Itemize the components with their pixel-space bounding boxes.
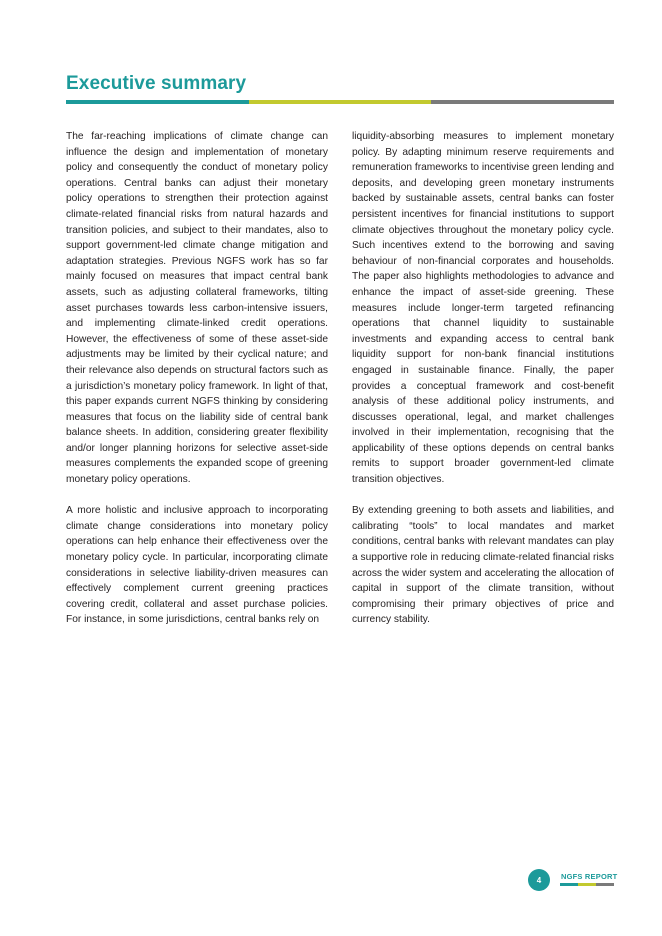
page-number-badge: 4 (528, 869, 550, 891)
body-paragraph: The far-reaching implications of climate change can influence the design and implementation of monetary policy and consequently the conduct of monetary policy operations. Central banks can adjust their monetary policy operations to strengthen their protection against climate-related financial risks from natural hazards and transition policies, and subject to their mandates, also to support government-led climate change mitigation and adaptation strategies. Previous NGFS work has so far mainly focused on measures that impact central bank assets, such as adjusting collateral frameworks, tilting asset purchases towards less carbon-intensive issuers, and implementing climate-linked credit operations. However, the effectiveness of some of these asset-side adjustments may be limited by their cyclical nature; and their relevance also depends on structural factors such as a jurisdiction’s monetary policy framework. In light of that, this paper expands current NGFS thinking by considering measures that focus on the liability side of central bank balance sheets. In addition, considering greater flexibility and/or longer planning horizons for selective asset-side measures complements the expanded scope of greening monetary policy operations. (66, 131, 328, 486)
body-paragraph: A more holistic and inclusive approach to incorporating climate change considerations into monetary policy operations can help enhance their effectiveness over the monetary policy cycle. In particular, incorporating climate considerations in selective liability-driven measures can effectively complement current greening practices covering credit, collateral and asset purchase policies. For instance, in some jurisdictions, central banks rely on (66, 505, 328, 626)
footer-rule-teal-segment (560, 883, 578, 886)
title-rule-lime-segment (249, 100, 431, 104)
footer-rule-grey-segment (596, 883, 614, 886)
left-text-column (66, 129, 328, 644)
title-rule-teal-segment (66, 100, 249, 104)
right-text-column (352, 129, 614, 644)
footer-rule-lime-segment (578, 883, 596, 886)
body-paragraph: liquidity-absorbing measures to implement monetary policy. By adapting minimum reserve requirements and remuneration frameworks to incentivise green lending and deposits, and developing green monetary instruments backed by sustainable assets, central banks can foster persistent incentives for financial institutions to support climate objectives throughout the monetary policy cycle. Such incentives extend to the borrowing and saving behaviour of non-financial corporates and households. The paper also highlights methodologies to advance and enhance the impact of asset-side greening. These measures include longer-term targeted refinancing operations that channel liquidity to sustainable investments and expanding access to central bank liquidity support for non-bank financial institutions engaged in sustainable finance. Finally, the paper provides a conceptual framework and cost-benefit analysis of these additional policy instruments, and discusses operational, legal, and market challenges involved in their implementation, recognising that the applicability of these options depends on central banks remits to support broader government-led climate transition objectives. (352, 131, 614, 486)
title-rule-grey-segment (431, 100, 614, 104)
body-paragraph: By extending greening to both assets and liabilities, and calibrating “tools” to local mandates and market conditions, central banks with relevant mandates can play a supportive role in reducing climate-related financial risks across the wider system and accelerating the allocation of capital in support of the climate transition, without compromising their primary objectives of price and currency stability. (352, 505, 614, 626)
page-title: Executive summary (66, 73, 247, 94)
report-label: NGFS REPORT (561, 872, 618, 881)
